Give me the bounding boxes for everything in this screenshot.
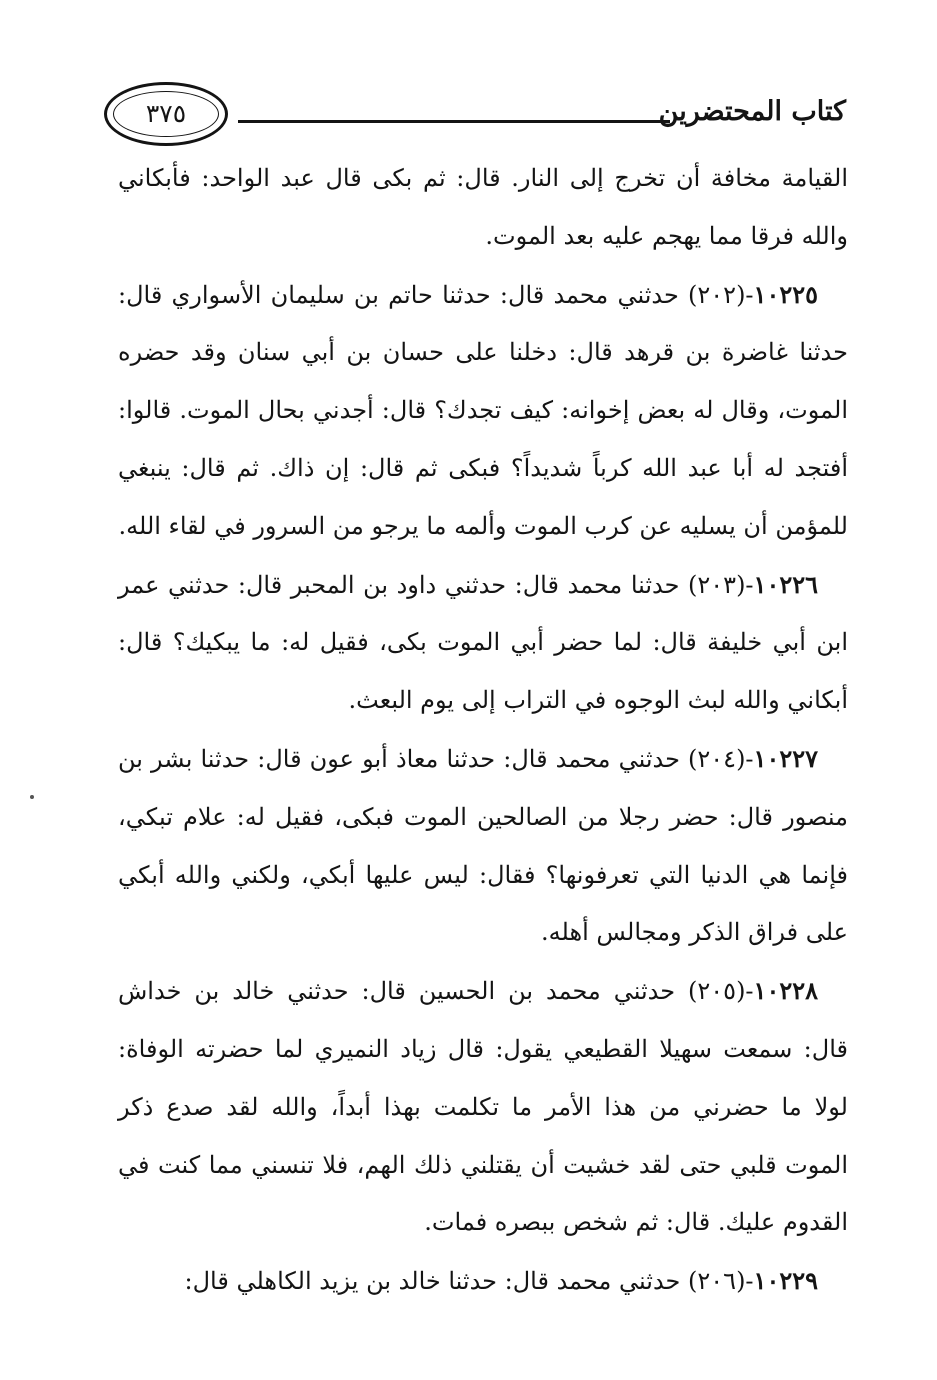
hadith-entry <box>118 1252 848 1311</box>
entry-number: ١٠٢٢٧ <box>753 743 818 773</box>
scan-speck <box>30 795 34 799</box>
hadith-entry <box>118 556 848 730</box>
hadith-entry <box>118 730 848 962</box>
body-text <box>118 150 848 1311</box>
hadith-entry <box>118 962 848 1252</box>
page-header <box>104 82 846 154</box>
hadith-entry <box>118 266 848 556</box>
paragraph-text: -(٢٠٦) حدثني محمد قال: حدثنا خالد بن يزيد الكاهلي قال: <box>184 1267 754 1296</box>
paragraph-text: -(٢٠٢) حدثني محمد قال: حدثنا حاتم بن سليمان الأسواري قال: حدثنا غاضرة بن قرهد قال: دخلنا على حسان بن أبي سنان وقد حضره الموت، وقال له بعض إخوانه: كيف تجدك؟ قال: أجدني بحال الموت. قالوا: أفتجد له أبا عبد الله كرباً شديداً؟ فبكى ثم قال: إن ذاك. ثم قال: ينبغي للمؤمن أن يسليه عن كرب الموت وألمه ما يرجو من السرور في لقاء الله. <box>118 280 848 540</box>
entry-number: ١٠٢٢٩ <box>753 1266 818 1296</box>
entry-number: ١٠٢٢٥ <box>753 279 818 309</box>
header-rule <box>238 120 670 123</box>
page-number: ٣٧٥ <box>145 99 187 128</box>
page-number-badge <box>104 82 228 146</box>
entry-number: ١٠٢٢٨ <box>753 976 818 1006</box>
entry-number: ١٠٢٢٦ <box>753 569 818 599</box>
paragraph-text: -(٢٠٣) حدثنا محمد قال: حدثني داود بن المحبر قال: حدثني عمر ابن أبي خليفة قال: لما حضر أبي الموت بكى، فقيل له: ما يبكيك؟ قال: أبكاني والله لبث الوجوه في التراب إلى يوم البعث. <box>118 570 848 715</box>
book-title: كتاب المحتضرين <box>658 96 846 127</box>
paragraph-text: القيامة مخافة أن تخرج إلى النار. قال: ثم بكى قال عبد الواحد: فأبكاني والله فرقا مما يهجم عليه بعد الموت. <box>118 164 848 250</box>
paragraph-text: -(٢٠٥) حدثني محمد بن الحسين قال: حدثني خالد بن خداش قال: سمعت سهيلا القطيعي يقول: قال زياد النميري لما حضرته الوفاة: لولا ما حضرني من هذا الأمر ما تكلمت بهذا أبداً، والله لقد صدع ذكر الموت قلبي حتى لقد خشيت أن يقتلني ذلك الهم، فلا تنسني مما كنت في القدوم عليك. قال: ثم شخص ببصره فمات. <box>118 977 848 1237</box>
paragraph-text: -(٢٠٤) حدثني محمد قال: حدثنا معاذ أبو عون قال: حدثنا بشر بن منصور قال: حضر رجلا من الصالحين الموت فبكى، فقيل له: علام تبكي، فإنما هي الدنيا التي تعرفونها؟ فقال: ليس عليها أبكي، ولكني والله أبكي على فراق الذكر ومجالس أهله. <box>118 744 848 947</box>
paragraph-continuation <box>118 150 848 266</box>
